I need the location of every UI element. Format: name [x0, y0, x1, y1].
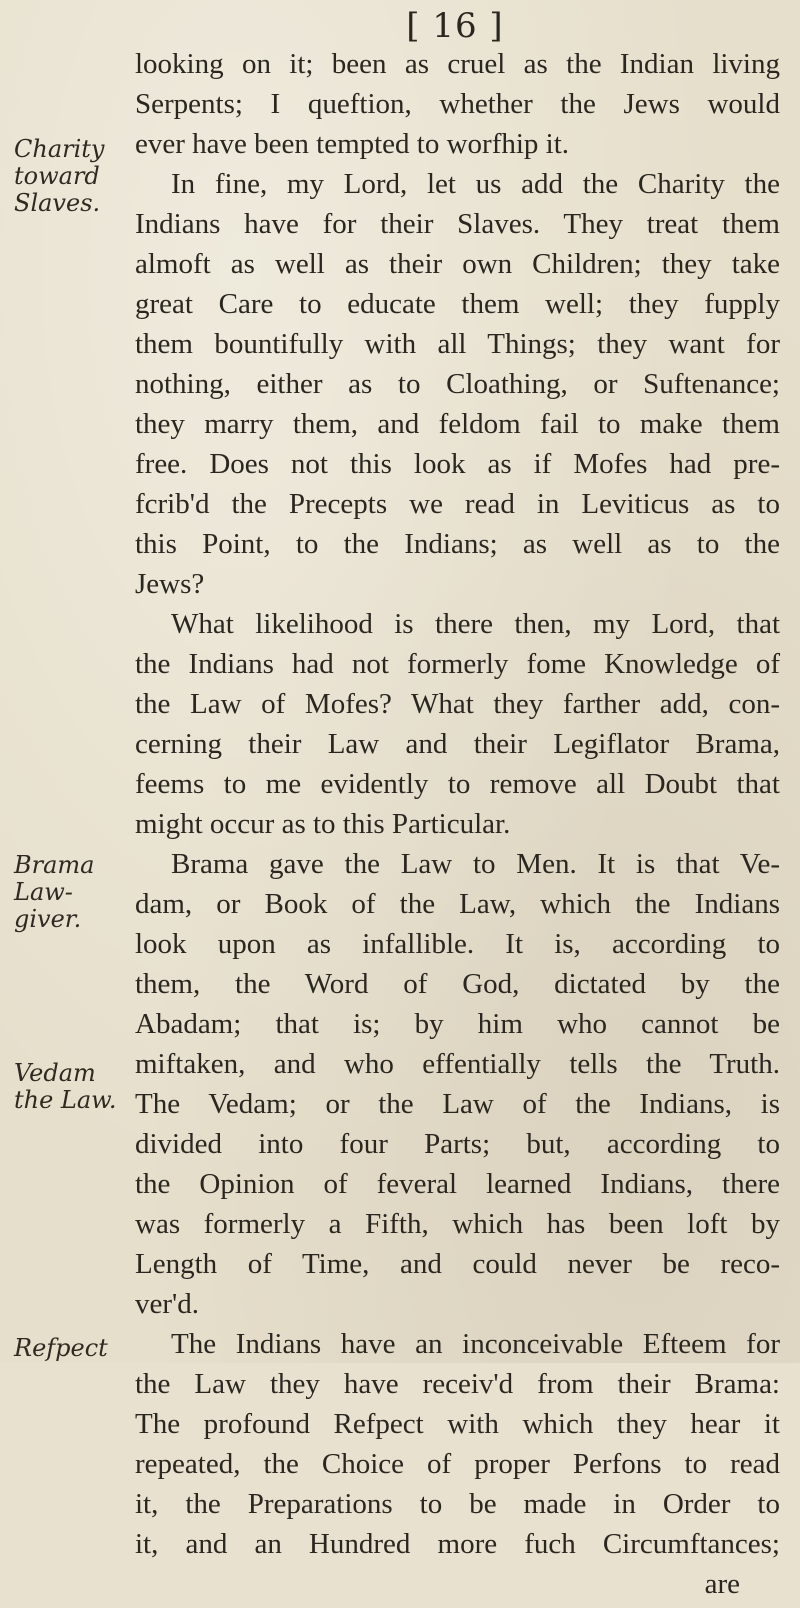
- text-line: the Law they have receiv'd from their Brama:: [135, 1368, 780, 1400]
- text-line: free. Does not this look as if Mofes had pre-: [135, 448, 780, 480]
- margin-note-line: Law-: [14, 878, 73, 906]
- text-line: What likelihood is there then, my Lord, that: [171, 608, 780, 640]
- text-line: the Indians had not formerly fome Knowledge of: [135, 648, 780, 680]
- text-line: fcrib'd the Precepts we read in Leviticus as to: [135, 488, 780, 520]
- text-line: ever have been tempted to worfhip it.: [135, 128, 570, 160]
- text-line: Indians have for their Slaves. They treat them: [135, 208, 780, 240]
- margin-note-line: Brama: [14, 851, 95, 879]
- margin-note-line: giver.: [14, 905, 82, 933]
- text-line: it, and an Hundred more fuch Circumftances;: [135, 1528, 780, 1560]
- text-line: almoft as well as their own Children; they take: [135, 248, 780, 280]
- text-line: they marry them, and feldom fail to make them: [135, 408, 780, 440]
- margin-note-vedam: [14, 1059, 117, 1114]
- text-line: the Opinion of feveral learned Indians, there: [135, 1168, 780, 1200]
- text-line: ver'd.: [135, 1288, 200, 1320]
- text-line: Brama gave the Law to Men. It is that Ve-: [171, 848, 780, 880]
- text-line: The profound Refpect with which they hear it: [135, 1408, 780, 1440]
- catchword: are: [704, 1568, 740, 1600]
- margin-note-respect: [14, 1334, 108, 1362]
- margin-note-line: toward: [14, 162, 100, 190]
- page-number: [ 16 ]: [406, 6, 504, 46]
- text-line: dam, or Book of the Law, which the Indians: [135, 888, 780, 920]
- text-line: Serpents; I queftion, whether the Jews would: [135, 88, 780, 120]
- text-line: the Law of Mofes? What they farther add, con-: [135, 688, 780, 720]
- text-line: great Care to educate them well; they fupply: [135, 288, 780, 320]
- margin-note-line: Charity: [14, 135, 105, 163]
- text-line: feems to me evidently to remove all Doubt that: [135, 768, 780, 800]
- main-text: [135, 48, 780, 1608]
- text-line: might occur as to this Particular.: [135, 808, 511, 840]
- text-line: it, the Preparations to be made in Order to: [135, 1488, 780, 1520]
- margin-note-line: Slaves.: [14, 189, 101, 217]
- text-line: In fine, my Lord, let us add the Charity the: [171, 168, 780, 200]
- margin-note-line: Refpect: [14, 1334, 108, 1362]
- margin-note-brama: [14, 852, 98, 933]
- text-line: nothing, either as to Cloathing, or Suftenance;: [135, 368, 780, 400]
- text-line: cerning their Law and their Legiflator Brama,: [135, 728, 780, 760]
- margin-note-line: the Law.: [14, 1086, 117, 1114]
- text-line: looking on it; been as cruel as the Indian living: [135, 48, 780, 80]
- text-line: them, the Word of God, dictated by the: [135, 968, 780, 1000]
- text-line: Abadam; that is; by him who cannot be: [135, 1008, 780, 1040]
- margin-note-line: Vedam: [14, 1059, 96, 1087]
- text-line: Jews?: [135, 568, 205, 600]
- text-line: The Vedam; or the Law of the Indians, is: [135, 1088, 780, 1120]
- text-line: Length of Time, and could never be reco-: [135, 1248, 780, 1280]
- text-line: The Indians have an inconceivable Efteem for: [171, 1328, 780, 1360]
- margin-note-charity: [14, 135, 105, 217]
- text-line: this Point, to the Indians; as well as to the: [135, 528, 780, 560]
- text-line: them bountifully with all Things; they want for: [135, 328, 780, 360]
- text-line: repeated, the Choice of proper Perfons to read: [135, 1448, 780, 1480]
- text-line: divided into four Parts; but, according to: [135, 1128, 780, 1160]
- text-line: was formerly a Fifth, which has been loft by: [135, 1208, 780, 1240]
- text-line: look upon as infallible. It is, according to: [135, 928, 780, 960]
- text-line: miftaken, and who effentially tells the Truth.: [135, 1048, 780, 1080]
